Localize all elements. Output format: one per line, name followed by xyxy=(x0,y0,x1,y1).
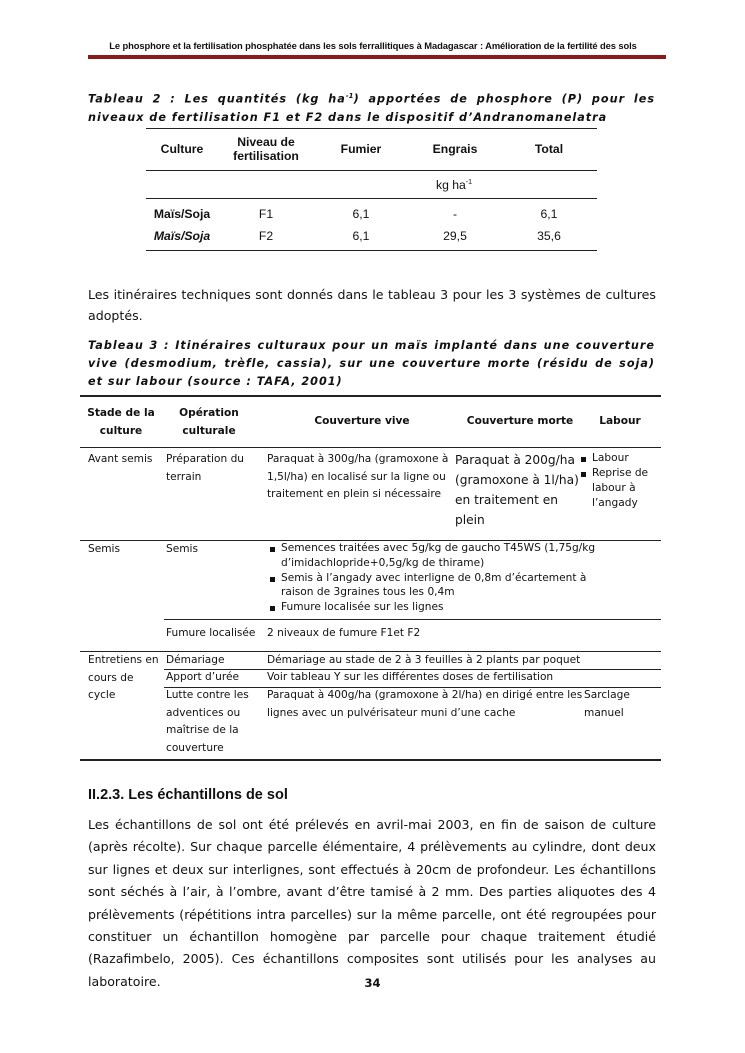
table3-labour-item: Labour xyxy=(578,451,660,466)
table2-row2-niveau: F2 xyxy=(258,229,274,243)
table2-rule-unit xyxy=(146,198,597,199)
table3-stade-semis: Semis xyxy=(88,543,121,555)
table2-row1-niveau: F1 xyxy=(258,207,274,221)
table3-stade-avant-semis: Avant semis xyxy=(88,453,153,465)
table3-operation-semis: Semis xyxy=(166,543,199,555)
page-number: 34 xyxy=(364,976,381,990)
table3-semis-item: Semences traitées avec 5g/kg de gaucho T45WS (1,75g/kg d’imidachlopride+0,5g/kg de thirame) xyxy=(267,541,607,571)
section-paragraph: Les échantillons de sol ont été prélevés en avril-mai 2003, en fin de saison de culture (après récolte). Sur chaque parcelle élémentaire, 4 prélèvements au cylindre, dont deux sur lignes et deux sur interlignes, sont effectués à 20cm de profondeur. Les échantillons sont séchés à l’air, à l’ombre, avant d’être tamisé à 2 mm. Des parties aliquotes des 4 prélèvements (répétitions intra parcelles) sur la même parcelle, ont été regroupées pour constituer un échantillon homogène par parcelle pour chaque traitement étudié (Razafimbelo, 2005). Ces échantillons composites sont utilisés pour les analyses au laboratoire. xyxy=(88,817,656,989)
table2-row1-total: 6,1 xyxy=(540,207,558,221)
table3-rule-header xyxy=(80,447,661,448)
table2-header-niveau: Niveau de fertilisation xyxy=(233,135,299,163)
table3-header-stade: Stade de la culture xyxy=(87,407,155,437)
table2-caption-sup: -1 xyxy=(345,92,354,100)
table3-semis-details xyxy=(267,541,607,615)
table2-caption-end: ) apportées de phosphore (P) pour les niveaux de fertilisation F1 et F2 dans le dispositif d’Andranomanelatra xyxy=(88,92,655,124)
table2-rule-top xyxy=(146,128,597,129)
table3-header-morte: Couverture morte xyxy=(466,415,574,427)
table3-fumure-text: 2 niveaux de fumure F1et F2 xyxy=(267,627,421,639)
table3-operation-uree: Apport d’urée xyxy=(166,671,240,683)
table2-header-culture: Culture xyxy=(160,142,204,156)
table3-caption: Tableau 3 : Itinéraires culturaux pour un maïs implanté dans une couverture vive (desmodium, trèfle, cassia), sur une couverture morte (résidu de soja) et sur labour (source : TAFA, 2001) xyxy=(88,339,655,388)
table2-row2-total: 35,6 xyxy=(537,229,561,243)
table3-semis-item: Semis à l’angady avec interligne de 0,8m d’écartement à raison de 3graines tous les 0,4m xyxy=(267,571,607,601)
table3-lutte-text: Paraquat à 400g/ha (gramoxone à 2l/ha) en dirigé entre les lignes avec un pulvérisateur muni d’une cache xyxy=(267,689,583,719)
table2-row1-fumier: 6,1 xyxy=(352,207,370,221)
table3-morte-avant-semis: Paraquat à 200g/ha (gramoxone à 1l/ha) en traitement en plein xyxy=(455,453,579,527)
table2-header-engrais: Engrais xyxy=(432,142,478,156)
table3-operation-preparation: Préparation du terrain xyxy=(166,453,245,483)
table2-row2-engrais: 29,5 xyxy=(443,229,467,243)
table3-header-vive: Couverture vive xyxy=(314,415,410,427)
table3-header-labour: Labour xyxy=(599,415,641,427)
table2-unit-base: kg ha xyxy=(435,178,466,192)
table2-unit-sup: -1 xyxy=(465,178,473,186)
table3-vive-avant-semis: Paraquat à 300g/ha (gramoxone à 1,5l/ha) en localisé sur la ligne ou traitement en plein si nécessaire xyxy=(267,453,449,500)
header-rule xyxy=(88,55,666,59)
table3-demariage-text: Démariage au stade de 2 à 3 feuilles à 2 plants par poquet xyxy=(267,654,581,666)
table2-header-total: Total xyxy=(534,142,564,156)
table3-uree-text: Voir tableau Y sur les différentes doses de fertilisation xyxy=(267,671,554,683)
table2-caption xyxy=(88,87,655,127)
table3-operation-demariage: Démariage xyxy=(166,654,225,666)
table2-header-fumier: Fumier xyxy=(340,142,382,156)
table2-row2-culture: Maïs/Soja xyxy=(153,229,211,243)
table2-unit xyxy=(406,178,502,192)
table2-row1-culture: Maïs/Soja xyxy=(153,207,211,221)
table3-operation-fumure: Fumure localisée xyxy=(166,627,256,639)
table2-row2-fumier: 6,1 xyxy=(352,229,370,243)
intro-paragraph: Les itinéraires techniques sont donnés dans le tableau 3 pour les 3 systèmes de cultures adoptés. xyxy=(88,287,656,323)
table3-labour-item: Reprise de labour à l’angady xyxy=(578,466,660,511)
running-header: Le phosphore et la fertilisation phosphatée dans les sols ferrallitiques à Madagascar : Amélioration de la fertilité des sols xyxy=(109,40,637,51)
table3-rule-top xyxy=(80,395,661,397)
table3-labour-avant-semis xyxy=(578,451,660,511)
table3 xyxy=(80,395,661,762)
table3-semis-list xyxy=(267,541,607,615)
table3-operation-lutte: Lutte contre les adventices ou maîtrise de la couverture xyxy=(166,689,249,754)
table3-labour-list xyxy=(578,451,660,511)
table2-rule-bottom xyxy=(146,250,597,251)
table3-semis-item: Fumure localisée sur les lignes xyxy=(267,600,607,615)
table2-row1-engrais: - xyxy=(452,207,458,221)
table3-header-operation: Opération culturale xyxy=(179,407,239,437)
table3-lutte-labour: Sarclage manuel xyxy=(584,689,630,719)
table3-rule-bottom xyxy=(80,759,661,761)
section-heading: II.2.3. Les échantillons de sol xyxy=(88,787,288,803)
table3-rule-fumure xyxy=(164,619,661,620)
table3-stade-entretiens: Entretiens en cours de cycle xyxy=(88,654,159,701)
table2-rule-header xyxy=(146,170,597,171)
table2-caption-start: Tableau 2 : Les quantités (kg ha xyxy=(88,92,346,106)
